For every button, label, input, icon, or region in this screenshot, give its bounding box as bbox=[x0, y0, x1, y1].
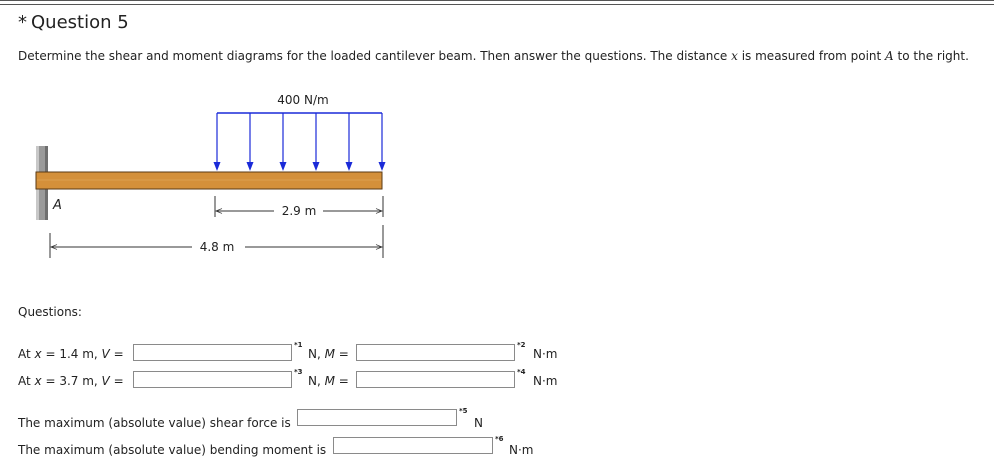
intro-text-2: is measured from point bbox=[737, 49, 886, 63]
intro-var-x: x bbox=[731, 49, 738, 63]
row-1-label bbox=[18, 347, 124, 361]
answer-tag-1: *1 bbox=[294, 341, 303, 349]
shear-input-2[interactable] bbox=[133, 371, 292, 388]
row-2-var-v: V bbox=[101, 374, 110, 388]
row-2-var-m: M bbox=[324, 374, 335, 388]
shear-input-1[interactable] bbox=[133, 344, 292, 361]
max-moment-unit: N·m bbox=[509, 443, 534, 457]
dim-load-label: 2.9 m bbox=[281, 204, 317, 218]
row-1-var-m: M bbox=[324, 347, 335, 361]
answer-tag-6: *6 bbox=[495, 435, 504, 443]
questions-heading: Questions: bbox=[18, 305, 82, 319]
load-arrow bbox=[247, 113, 254, 171]
row-2-var-x: x bbox=[34, 374, 42, 388]
row-2-eq: = bbox=[109, 374, 124, 388]
moment-input-2[interactable] bbox=[356, 371, 515, 388]
row-2-shear-unit: N, bbox=[308, 374, 321, 388]
moment-input-1[interactable] bbox=[356, 344, 515, 361]
row-1-moment-label bbox=[308, 347, 349, 361]
load-arrow bbox=[280, 113, 287, 171]
intro-point-a: A bbox=[885, 49, 894, 63]
row-1-moment-unit: N·m bbox=[533, 347, 558, 361]
row-2-moment-unit: N·m bbox=[533, 374, 558, 388]
max-moment-input[interactable] bbox=[333, 437, 493, 454]
intro-text-1: Determine the shear and moment diagrams for the loaded cantilever beam. Then answer the questions. The distance bbox=[18, 49, 732, 63]
load-label: 400 N/m bbox=[277, 93, 329, 107]
row-2-m-eq: = bbox=[334, 374, 349, 388]
row-2-prefix: At bbox=[18, 374, 35, 388]
answer-tag-5: *5 bbox=[459, 407, 468, 415]
row-2-moment-label bbox=[308, 374, 349, 388]
answer-tag-2: *2 bbox=[517, 341, 526, 349]
load-arrow bbox=[346, 113, 353, 171]
row-1-var-v: V bbox=[101, 347, 110, 361]
beam bbox=[36, 172, 382, 189]
row-1-var-x: x bbox=[34, 347, 42, 361]
intro-text-3: to the right. bbox=[893, 49, 969, 63]
dim-total-label: 4.8 m bbox=[199, 240, 235, 254]
max-shear-unit: N bbox=[474, 416, 483, 430]
row-2-label bbox=[18, 374, 124, 388]
question-title-text: Question 5 bbox=[31, 12, 129, 33]
support-label: A bbox=[53, 198, 62, 213]
row-1-eq: = bbox=[109, 347, 124, 361]
distributed-load bbox=[214, 113, 386, 171]
max-shear-input[interactable] bbox=[297, 409, 457, 426]
row-1-prefix: At bbox=[18, 347, 35, 361]
row-1-shear-unit: N, bbox=[308, 347, 321, 361]
row-1-m-eq: = bbox=[334, 347, 349, 361]
max-shear-label: The maximum (absolute value) shear force is bbox=[18, 416, 291, 430]
answer-tag-3: *3 bbox=[294, 368, 303, 376]
row-2-position: = 3.7 m, bbox=[41, 374, 102, 388]
row-1-position: = 1.4 m, bbox=[41, 347, 102, 361]
load-arrow bbox=[379, 113, 386, 171]
max-moment-label: The maximum (absolute value) bending moment is bbox=[18, 443, 327, 457]
required-marker: * bbox=[18, 12, 27, 33]
answer-tag-4: *4 bbox=[517, 368, 526, 376]
load-arrow bbox=[313, 113, 320, 171]
load-arrow bbox=[214, 113, 221, 171]
